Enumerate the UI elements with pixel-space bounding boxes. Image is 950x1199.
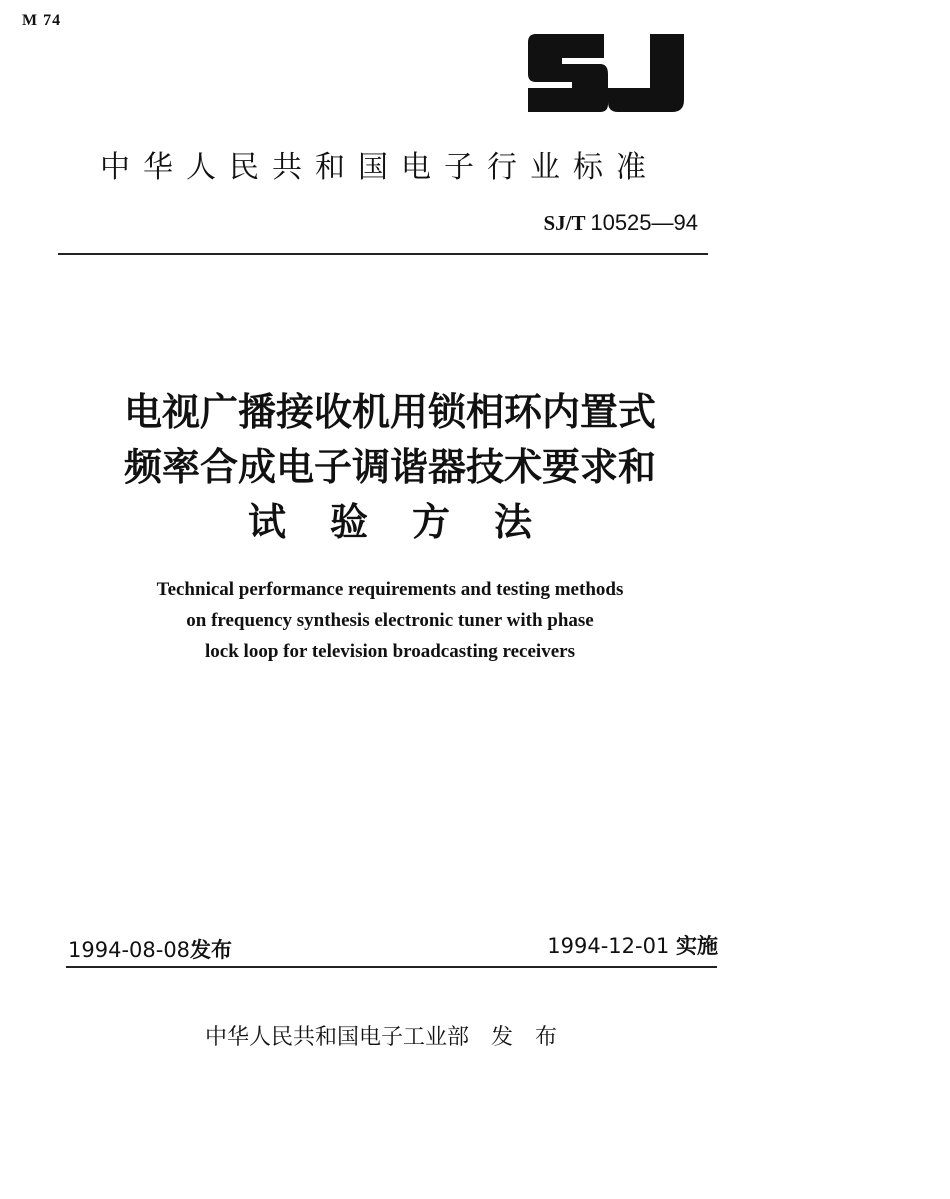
title-cn-line-3: 试验方法 (247, 500, 576, 544)
title-en-line-3: lock loop for television broadcasting receivers (205, 641, 575, 662)
publish-date (68, 934, 232, 964)
title-cn-line-2: 频率合成电子调谐器技术要求和 (123, 445, 656, 489)
title-english (90, 574, 690, 667)
implement-date-value: 1994-12-01 (547, 934, 670, 958)
top-divider (58, 253, 708, 255)
standard-code: 10525—94 (590, 210, 698, 235)
logo-letter-s (528, 34, 608, 112)
logo-letter-j (608, 34, 684, 112)
title-en-line-1: Technical performance requirements and testing methods (156, 579, 624, 600)
sj-logo (522, 30, 687, 115)
title-chinese (70, 385, 710, 550)
standard-number (543, 210, 698, 236)
implement-label: 实施 (676, 934, 718, 958)
standard-prefix: SJ/T (543, 211, 586, 235)
title-cn-line-1: 电视广播接收机用锁相环内置式 (123, 390, 656, 434)
classification-code: M 74 (22, 12, 62, 29)
issuer-action: 发布 (491, 1025, 580, 1050)
issuer-org: 中华人民共和国电子工业部 (205, 1025, 470, 1050)
publish-label: 发布 (190, 938, 233, 962)
industry-standard-heading: 中华人民共和国电子行业标准 (100, 150, 659, 185)
bottom-divider (66, 966, 717, 968)
publish-date-value: 1994-08-08 (68, 938, 191, 962)
issuer (205, 1020, 579, 1051)
title-en-line-2: on frequency synthesis electronic tuner with phase (186, 610, 594, 631)
implement-date (547, 930, 718, 960)
